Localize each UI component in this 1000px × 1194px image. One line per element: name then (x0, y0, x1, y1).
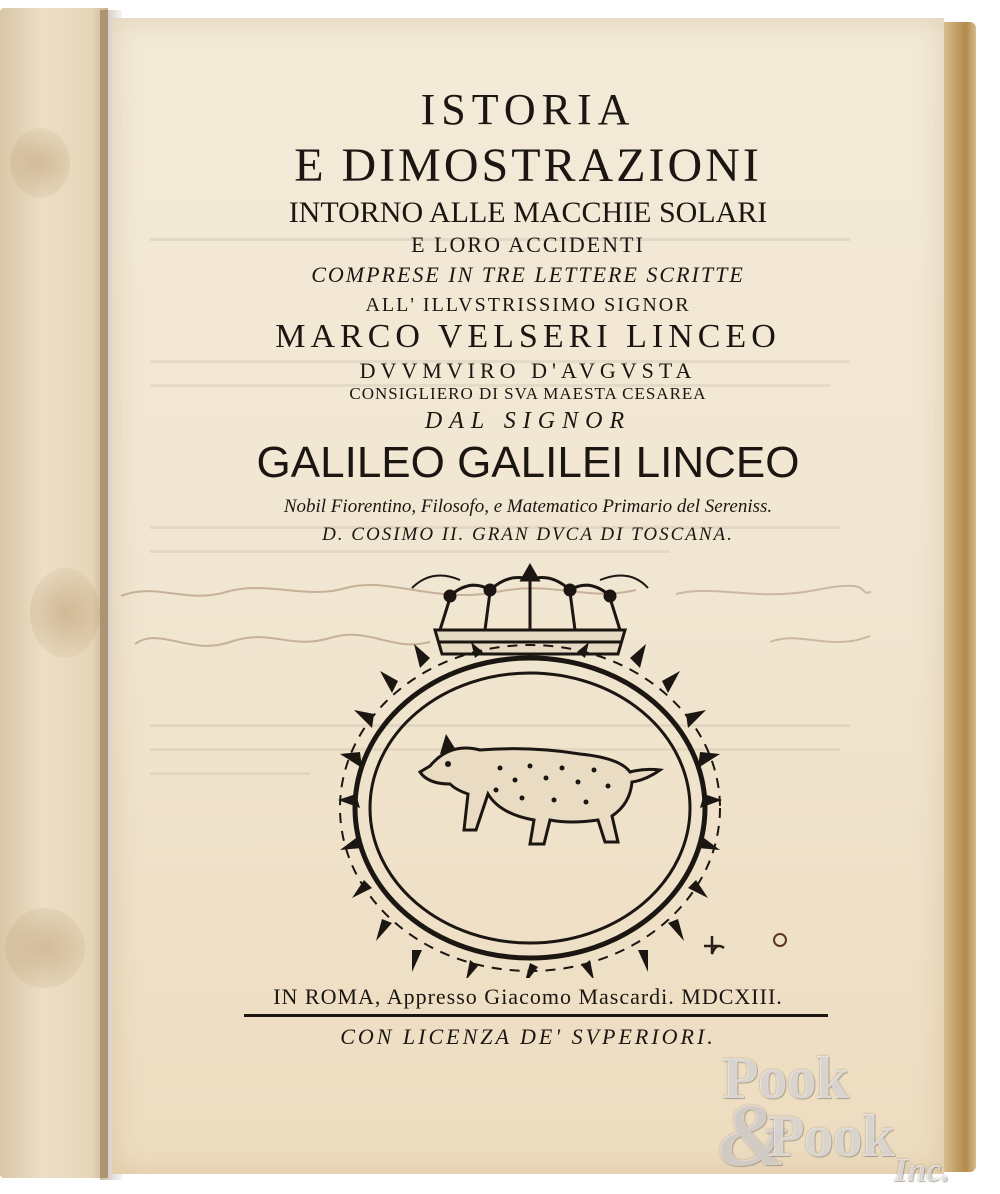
title-line-1: ISTORIA (420, 85, 636, 134)
imprint-rule (244, 1014, 828, 1017)
imprint-line: IN ROMA, Appresso Giacomo Mascardi. MDCXIII. (273, 984, 783, 1009)
title-line-13: D. COSIMO II. GRAN DVCA DI TOSCANA. (322, 524, 734, 545)
crown-icon (412, 566, 648, 654)
title-line-10: DAL SIGNOR (424, 408, 632, 434)
watermark-ampersand-icon: & (718, 1086, 789, 1185)
ink-mark (700, 928, 790, 965)
watermark-line-2: Pook (768, 1103, 895, 1169)
title-line-9: CONSIGLIERO DI SVA MAESTA CESAREA (349, 384, 707, 403)
title-line-6: ALL' ILLVSTRISSIMO SIGNOR (365, 294, 691, 316)
author-name: GALILEO GALILEI LINCEO (256, 438, 800, 487)
auction-watermark (718, 1044, 988, 1189)
title-line-12: Nobil Fiorentino, Filosofo, e Matematico Primario del Sereniss. (283, 496, 773, 517)
watermark-line-3: Inc. (894, 1152, 950, 1189)
lynx-icon (420, 734, 660, 844)
left-page (0, 8, 108, 1178)
title-line-4: E LORO ACCIDENTI (411, 232, 645, 257)
title-line-8: DVVMVIRO D'AVGVSTA (359, 358, 697, 383)
watermark-line-1: Pook (722, 1045, 849, 1111)
title-line-7: MARCO VELSERI LINCEO (275, 318, 781, 355)
title-line-2: E DIMOSTRAZIONI (294, 139, 762, 192)
title-line-5: COMPRESE IN TRE LETTERE SCRITTE (311, 262, 745, 287)
title-line-3: INTORNO ALLE MACCHIE SOLARI (288, 196, 768, 229)
lynx-emblem (300, 558, 760, 978)
license-line: CON LICENZA DE' SVPERIORI. (340, 1024, 716, 1049)
